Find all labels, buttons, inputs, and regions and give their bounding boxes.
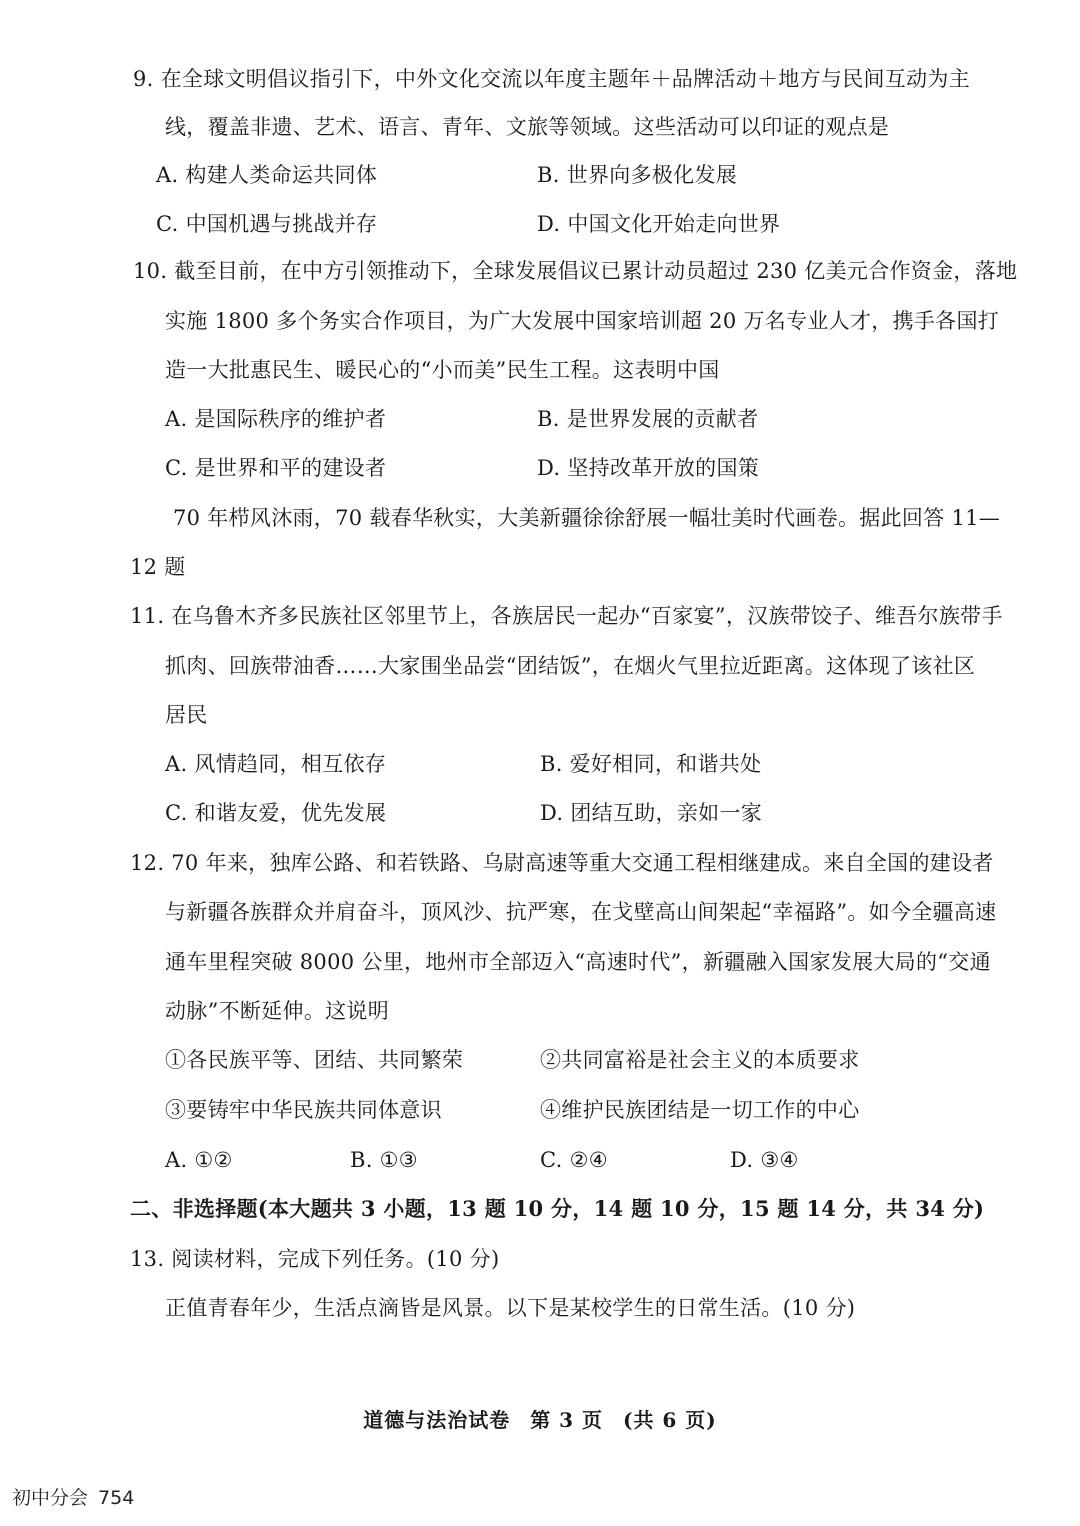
q12-stem-line-1: 12. 70 年来，独库公路、和若铁路、乌尉高速等重大交通工程相继建成。来自全国的建设者 (130, 851, 994, 875)
q12-stem-line-2: 与新疆各族群众并肩奋斗，顶风沙、抗严寒，在戈壁高山间架起“幸福路”。如今全疆高速 (165, 900, 997, 924)
q10-option-b: B. 是世界发展的贡献者 (537, 407, 759, 431)
q9-stem-line-2: 线，覆盖非遗、艺术、语言、青年、文旅等领域。这些活动可以印证的观点是 (165, 115, 890, 139)
q10-stem-line-2: 实施 1800 多个务实合作项目，为广大发展中国家培训超 20 万名专业人才，携手各国打 (165, 309, 1000, 333)
watermark (12, 1483, 134, 1510)
q12-option-d: D. ③④ (730, 1148, 799, 1172)
q9-option-c: C. 中国机遇与挑战并存 (156, 212, 378, 236)
q10-option-d: D. 坚持改革开放的国策 (537, 456, 760, 480)
q12-statement-3: ③要铸牢中华民族共同体意识 (165, 1098, 442, 1122)
q12-stem-line-3: 通车里程突破 8000 公里，地州市全部迈入“高速时代”，新疆融入国家发展大局的“交通 (165, 950, 991, 974)
footer-subject: 道德与法治试卷 (363, 1408, 511, 1432)
footer-total-pages: (共 6 页) (623, 1408, 717, 1432)
q11-stem-line-2: 抓肉、回族带油香……大家围坐品尝“团结饭”，在烟火气里拉近距离。这体现了该社区 (165, 654, 976, 678)
watermark-label: 初中分会 (12, 1487, 89, 1509)
q10-option-c: C. 是世界和平的建设者 (165, 456, 387, 480)
q10-stem-line-1: 10. 截至目前，在中方引领推动下，全球发展倡议已累计动员超过 230 亿美元合作资金，落地 (133, 259, 1018, 283)
q9-option-d: D. 中国文化开始走向世界 (537, 212, 781, 236)
q13-stem-line-1: 13. 阅读材料，完成下列任务。(10 分) (130, 1247, 500, 1271)
footer-page-number: 第 3 页 (530, 1408, 604, 1432)
q9-option-b: B. 世界向多极化发展 (537, 163, 738, 187)
page-footer (0, 1404, 1080, 1433)
q12-stem-line-4: 动脉”不断延伸。这说明 (165, 999, 390, 1023)
q11-option-a: A. 风情趋同，相互依存 (165, 752, 387, 776)
q11-stem-line-1: 11. 在乌鲁木齐多民族社区邻里节上，各族居民一起办“百家宴”，汉族带饺子、维吾尔族带手 (130, 604, 1003, 628)
q9-stem-line-1: 9. 在全球文明倡议指引下，中外文化交流以年度主题年＋品牌活动＋地方与民间互动为主 (133, 67, 971, 91)
q12-option-b: B. ①③ (350, 1148, 418, 1172)
q11-option-d: D. 团结互助，亲如一家 (540, 801, 763, 825)
q12-statement-1: ①各民族平等、团结、共同繁荣 (165, 1048, 464, 1072)
intro-11-12-line-2: 12 题 (130, 555, 186, 579)
watermark-number: 754 (98, 1487, 135, 1509)
q12-statement-4: ④维护民族团结是一切工作的中心 (540, 1098, 860, 1122)
q10-option-a: A. 是国际秩序的维护者 (165, 407, 387, 431)
intro-11-12-line-1: 70 年栉风沐雨，70 载春华秋实，大美新疆徐徐舒展一幅壮美时代画卷。据此回答 11— (173, 506, 1001, 530)
section-2-heading: 二、非选择题(本大题共 3 小题，13 题 10 分，14 题 10 分，15 题 14 分，共 34 分) (130, 1196, 985, 1221)
q12-option-a: A. ①② (165, 1148, 233, 1172)
q12-option-c: C. ②④ (540, 1148, 608, 1172)
q9-option-a: A. 构建人类命运共同体 (156, 163, 378, 187)
q12-statement-2: ②共同富裕是社会主义的本质要求 (540, 1048, 860, 1072)
q11-option-c: C. 和谐友爱，优先发展 (165, 801, 387, 825)
q11-stem-line-3: 居民 (165, 703, 208, 727)
q11-option-b: B. 爱好相同，和谐共处 (540, 752, 762, 776)
q10-stem-line-3: 造一大批惠民生、暖民心的“小而美”民生工程。这表明中国 (165, 358, 720, 382)
q13-stem-line-2: 正值青春年少，生活点滴皆是风景。以下是某校学生的日常生活。(10 分) (165, 1296, 856, 1320)
